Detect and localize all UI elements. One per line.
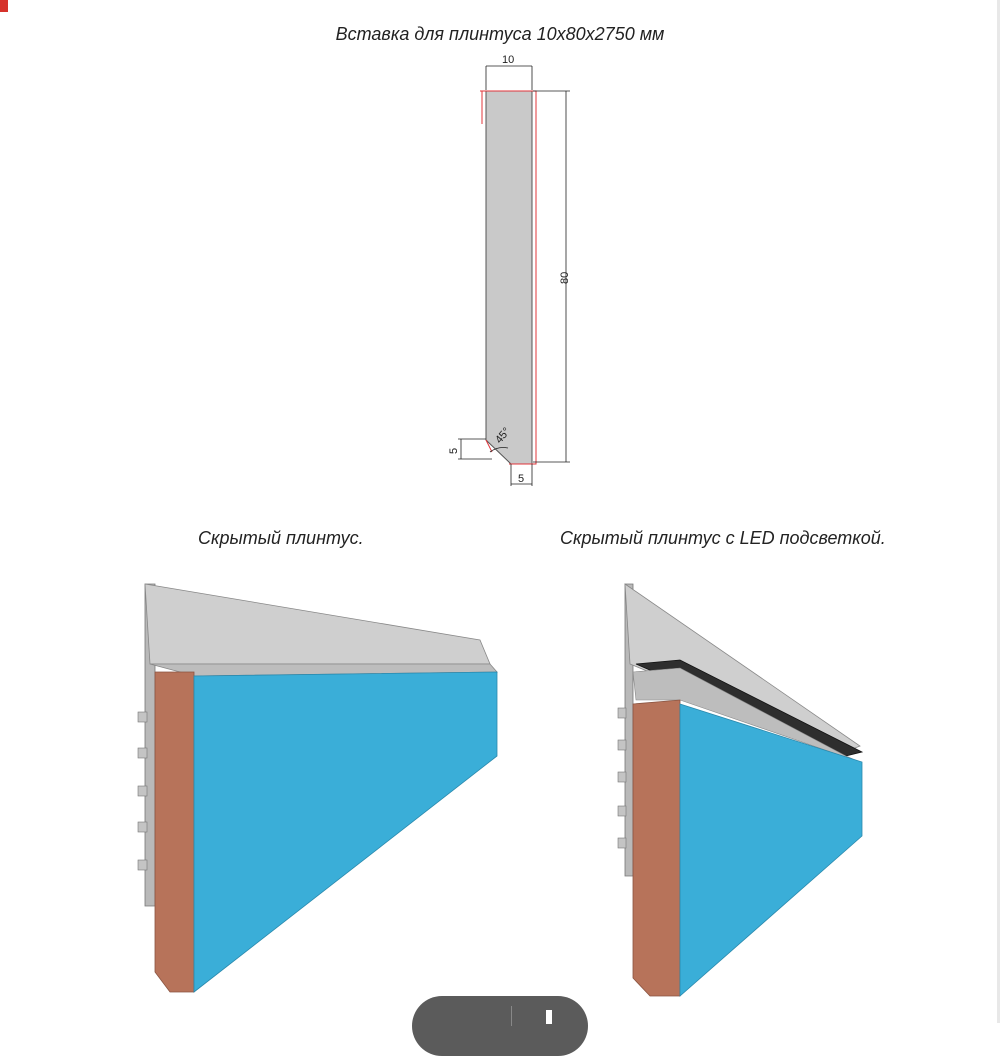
dim-chamfer-width: 5 — [518, 473, 525, 485]
caption-hidden-skirting: Скрытый плинтус. — [198, 528, 364, 548]
dim-chamfer-height: 5 — [448, 447, 460, 454]
dim-angle: 45° — [493, 425, 513, 446]
drawing-title: Вставка для плинтуса 10x80x2750 мм — [335, 24, 665, 44]
caption-led-skirting: Скрытый плинтус с LED подсветкой. — [560, 528, 886, 548]
led-skirting-illustration — [618, 584, 862, 996]
dim-width: 10 — [502, 54, 515, 66]
insert-profile — [486, 91, 532, 464]
toolbar-icon[interactable] — [546, 1010, 552, 1024]
viewer-toolbar[interactable] — [412, 996, 588, 1056]
toolbar-divider — [511, 1006, 512, 1026]
hidden-skirting-illustration — [138, 584, 497, 992]
dim-height: 80 — [559, 271, 571, 284]
